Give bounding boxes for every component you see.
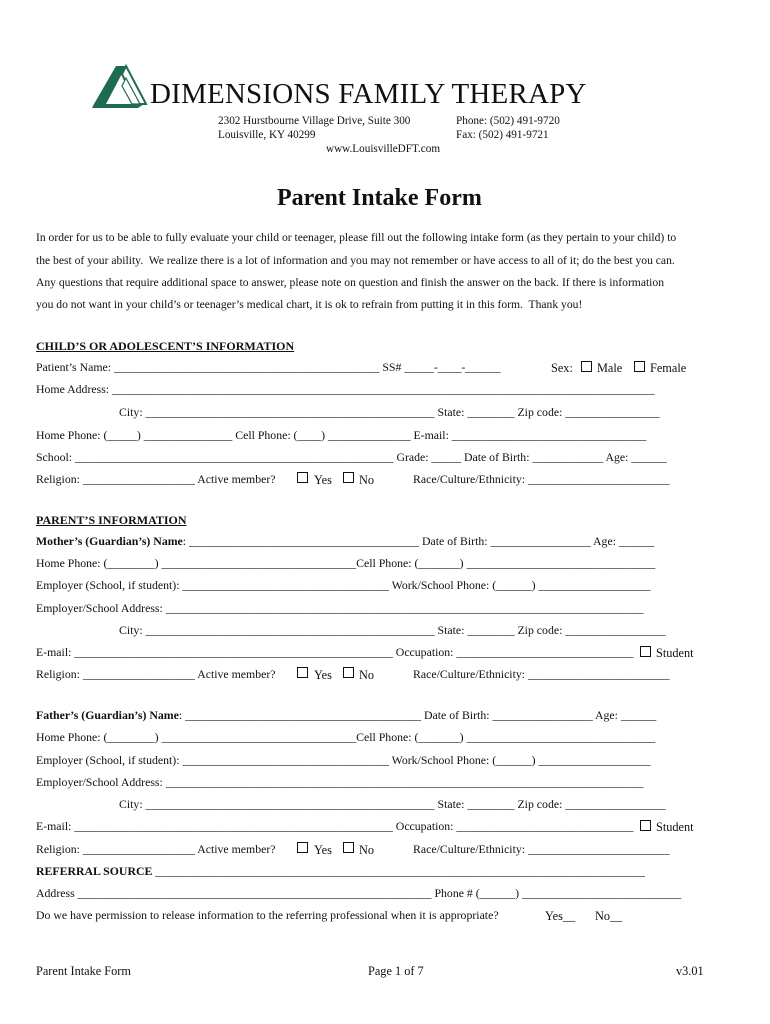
mother-name-field[interactable] — [36, 536, 654, 548]
child-active-yes-checkbox[interactable] — [297, 472, 308, 483]
child-religion-field[interactable]: Religion: ___________________ Active member? — [36, 472, 276, 486]
father-employer-field[interactable]: Employer (School, if student): ___________________________________ Work/School Phone: (______) ___________________ — [36, 753, 651, 767]
patient-name-field[interactable]: Patient’s Name: _____________________________________________ SS# _____-____-______ — [36, 360, 501, 374]
referral-permission-question: Do we have permission to release information to the referring professional when it is appropriate? — [36, 908, 499, 922]
company-logo-icon — [92, 64, 148, 110]
mother-race-field[interactable]: Race/Culture/Ethnicity: ________________________ — [413, 667, 670, 681]
father-active-yes-checkbox[interactable] — [297, 842, 308, 853]
footer-version: v3.01 — [676, 964, 704, 978]
org-phone: Phone: (502) 491-9720 — [456, 115, 560, 127]
child-active-no-checkbox[interactable] — [343, 472, 354, 483]
referral-permission-yes[interactable]: Yes__ — [545, 909, 576, 923]
referral-heading-label: REFERRAL SOURCE — [36, 864, 153, 878]
referral-permission-no[interactable]: No__ — [595, 909, 623, 923]
mother-employer-address-field[interactable]: Employer/School Address: _________________________________________________________________________________ — [36, 601, 644, 615]
father-religion-field[interactable]: Religion: ___________________ Active member? — [36, 842, 276, 856]
referral-address-field[interactable]: Address ____________________________________________________________ Phone # (______) ___________________________ — [36, 886, 682, 900]
org-address-line2: Louisville, KY 40299 — [218, 129, 316, 141]
intro-line-3: Any questions that require additional space to answer, please note on question and finish the answer on the back. If there is information — [36, 276, 664, 289]
child-section-heading: CHILD’S OR ADOLESCENT’S INFORMATION — [36, 339, 295, 353]
female-label: Female — [650, 361, 687, 375]
mother-name-label: Mother’s (Guardian’s) Name — [36, 534, 183, 548]
father-active-no-label: No — [359, 843, 375, 857]
page-title: Parent Intake Form — [277, 185, 482, 211]
parent-section-heading: PARENT’S INFORMATION — [36, 513, 187, 527]
mother-city-field[interactable]: City: _________________________________________________ State: ________ Zip code: _________________ — [119, 623, 666, 637]
father-name-line[interactable]: : ________________________________________ Date of Birth: _________________ Age: ______ — [178, 708, 657, 722]
father-active-yes-label: Yes — [314, 843, 332, 857]
mother-active-yes-checkbox[interactable] — [297, 667, 308, 678]
father-phones-field[interactable]: Home Phone: (________) _________________________________Cell Phone: (_______) ________________________________ — [36, 730, 656, 744]
org-website: www.LouisvilleDFT.com — [326, 143, 441, 155]
org-fax: Fax: (502) 491-9721 — [456, 129, 549, 141]
mother-email-field[interactable]: E-mail: ______________________________________________________ Occupation: ______________________________ — [36, 645, 634, 659]
mother-student-checkbox[interactable] — [640, 646, 651, 657]
father-name-label: Father’s (Guardian’s) Name — [36, 708, 179, 722]
footer-form-name: Parent Intake Form — [36, 964, 131, 978]
mother-student-label: Student — [656, 646, 694, 660]
school-field[interactable]: School: ______________________________________________________ Grade: _____ Date of Birth: ____________ Age: ______ — [36, 450, 667, 464]
sex-label: Sex: — [551, 361, 573, 375]
org-name: DIMENSIONS FAMILY THERAPY — [150, 78, 587, 110]
referral-heading — [36, 866, 645, 878]
mother-religion-field[interactable]: Religion: ___________________ Active member? — [36, 667, 276, 681]
referral-heading-line[interactable]: ___________________________________________________________________________________ — [152, 864, 645, 878]
child-active-yes-label: Yes — [314, 473, 332, 487]
intro-line-2: the best of your ability. We realize there is a lot of information and you may not remember or have access to all of it; do the best you can. — [36, 254, 675, 267]
mother-active-no-checkbox[interactable] — [343, 667, 354, 678]
mother-active-no-label: No — [359, 668, 375, 682]
intro-line-1: In order for us to be able to fully evaluate your child or teenager, please fill out the following intake form (as they pertain to your child) to — [36, 231, 677, 244]
male-checkbox[interactable] — [581, 361, 592, 372]
mother-active-yes-label: Yes — [314, 668, 332, 682]
father-name-field[interactable] — [36, 710, 656, 722]
intro-line-4: you do not want in your child’s or teenager’s medical chart, it is ok to refrain from putting it in this form. Thank you! — [36, 298, 583, 311]
home-address-field[interactable]: Home Address: ____________________________________________________________________________________________ — [36, 382, 655, 396]
org-address-line1: 2302 Hurstbourne Village Drive, Suite 300 — [218, 115, 411, 127]
footer-page-number: Page 1 of 7 — [368, 964, 424, 978]
child-race-field[interactable]: Race/Culture/Ethnicity: ________________________ — [413, 472, 670, 486]
father-email-field[interactable]: E-mail: ______________________________________________________ Occupation: ______________________________ — [36, 819, 634, 833]
child-active-no-label: No — [359, 473, 375, 487]
male-label: Male — [597, 361, 623, 375]
female-checkbox[interactable] — [634, 361, 645, 372]
father-active-no-checkbox[interactable] — [343, 842, 354, 853]
mother-employer-field[interactable]: Employer (School, if student): ___________________________________ Work/School Phone: (______) ___________________ — [36, 578, 651, 592]
mother-phones-field[interactable]: Home Phone: (________) _________________________________Cell Phone: (_______) ________________________________ — [36, 556, 656, 570]
child-city-field[interactable]: City: _________________________________________________ State: ________ Zip code: ________________ — [119, 405, 660, 419]
father-student-label: Student — [656, 820, 694, 834]
father-student-checkbox[interactable] — [640, 820, 651, 831]
mother-name-line[interactable]: : _______________________________________ Date of Birth: _________________ Age: ______ — [182, 534, 655, 548]
father-race-field[interactable]: Race/Culture/Ethnicity: ________________________ — [413, 842, 670, 856]
child-phones-field[interactable]: Home Phone: (_____) _______________ Cell Phone: (____) ______________ E-mail: _________________________________ — [36, 428, 647, 442]
father-employer-address-field[interactable]: Employer/School Address: _________________________________________________________________________________ — [36, 775, 644, 789]
father-city-field[interactable]: City: _________________________________________________ State: ________ Zip code: _________________ — [119, 797, 666, 811]
